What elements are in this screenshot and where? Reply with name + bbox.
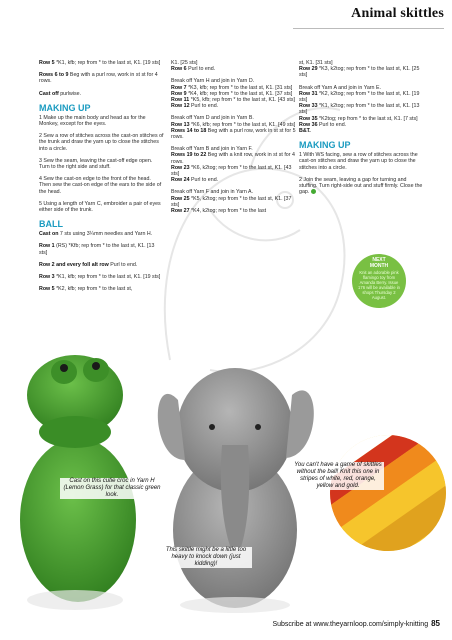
instruction-step: 2 Join the seam, leaving a gap for turning and stuffing. Turn right-side out and stuff firmly. Close the gap. [299,176,423,196]
section-heading-making-up: MAKING UP [299,140,351,151]
pattern-row: Row 7 *K3, kfb; rep from * to the last st, K1. [31 sts] [171,84,293,91]
badge-heading: NEXT MONTH [369,257,389,269]
end-mark-icon [311,189,316,194]
pattern-row: Row 24 Purl to end. [171,177,219,184]
instruction-step: 3 Sew the seam, leaving the cast-off edge open. Turn to the right side and stuff. [39,157,153,171]
badge-text: Knit an adorable pink flamingo toy from Amanda Berry. Issue 176 will be available in shops Thursday 2 August. [358,270,400,301]
pattern-row: Row 13 *K6, kfb; rep from * to the last st, K1. [49 sts] [171,121,296,128]
yarn-change-note: Break off Yarn H and join in Yarn D. [171,78,255,85]
instruction-step: 1 With WS facing, sew a row of stitches across the cast-on stitches and draw the yarn up to close the stitches into a circle. [299,152,418,171]
instruction-step: 1 Make up the main body and head as for the Monkey, except for the eyes. [39,114,146,128]
page-number: 85 [431,619,440,628]
subscribe-prefix: Subscribe at [272,621,314,628]
pattern-row: K1. [25 sts] [171,60,198,66]
pattern-row: Row 27 *K4, k2tog; rep from * to the last [171,208,267,215]
section-heading-ball: BALL [39,219,63,230]
next-month-badge [352,254,406,308]
pattern-row: st, K1. [31 sts] [299,60,333,66]
pattern-row: Row 5 *K1, kfb; rep from * to the last st, K1. [19 sts] [39,60,161,66]
pattern-row: Row 6 Purl to end. [171,66,216,73]
pattern-row: Row 25 *K5, k2tog; rep from * to the last st, K1. [37 sts] [171,195,292,208]
pattern-row: Rows 6 to 9 Beg with a purl row, work in st st for 4 rows. [39,72,158,85]
pattern-row: Row 23 *K6, k2tog; rep from * to the last st, K1. [43 sts] [171,164,292,178]
pattern-row: Row 5 *K2, kfb; rep from * to the last st, [39,286,133,293]
instruction-step: 5 Using a length of Yarn C, embroider a pair of eyes either side of the trunk. [39,200,161,214]
yarn-change-note: Break off Yarn A and join in Yarn E. [299,84,381,91]
pattern-row: Row 31 *K2, k2tog; rep from * to the last st, K1. [19 sts] [299,90,420,104]
instruction-step: 4 Sew the cast-on edge to the front of the head. Then sew the cast-on edge of the ears to the side of the head. [39,176,162,195]
ball-caption: You can't have a game of skittles without the ball! Knit this one in stripes of white, red, orange, yellow and gold. [292,462,384,490]
text-column-3 [299,60,424,201]
instruction-step: 2 Sew a row of stitches across the cast-on stitches of the trunk and draw the yarn up to close the stitches into a circle. [39,133,164,152]
pattern-row: Row 33 *K1, k2tog; rep from * to the last st, K1. [13 sts] [299,103,420,116]
yarn-change-note: Break off Yarn D and join in Yarn B. [171,115,254,122]
text-column-1 [39,60,164,298]
yarn-change-note: Break off Yarn B and join in Yarn F. [171,146,253,153]
toys-photo [0,318,452,613]
section-heading-making-up: MAKING UP [39,102,91,113]
yarn-change-note: Break off Yarn F and join in Yarn A. [171,189,253,196]
pattern-row: Rows 19 to 22 Beg with a knit row, work in st st for 4 rows. [171,152,295,165]
croc-caption: Cast on this cutie croc in Yarn H (Lemon Grass) for that classic green look. [60,478,164,499]
pattern-row: Cast off purlwise. [39,90,82,97]
pattern-row: Row 9 *K4, kfb; rep from * to the last st, K1. [37 sts] [171,90,293,97]
elephant-skittle [158,368,314,613]
page-section-title: Animal skittles [351,6,444,21]
page-footer [272,619,440,628]
header-divider [293,28,444,29]
pattern-row: Row 35 *K2tog; rep from * to the last st, K1. [7 sts] [299,115,418,122]
pattern-row: Row 11 *K5, kfb; rep from * to the last st, K1. [43 sts] [171,97,295,104]
pattern-row: Row 2 and every foll alt row Purl to end. [39,261,138,268]
pattern-row: Row 12 Purl to end. [171,103,219,110]
elephant-caption: This skittle might be a little too heavy to knock down (just kidding)! [160,547,252,568]
text-column-2 [171,60,296,220]
pattern-row: Row 3 *K1, kfb; rep from * to the last st, K1. [19 sts] [39,274,161,281]
pattern-row: Rows 14 to 18 Beg with a purl row, work in st st for 5 rows. [171,127,296,141]
pattern-row: Cast on 7 sts using 3¼mm needles and Yarn H. [39,231,153,238]
pattern-row: B&T. [299,128,311,135]
pattern-row: Row 29 *K3, k2tog; rep from * to the last st, K1. [25 sts] [299,66,420,79]
pattern-row: Row 1 (RS) *Kfb; rep from * to the last st, K1. [13 sts] [39,243,155,256]
subscribe-link[interactable]: www.theyarnloop.com/simply-knitting [313,621,429,628]
pattern-row: Row 36 Purl to end. [299,121,347,128]
